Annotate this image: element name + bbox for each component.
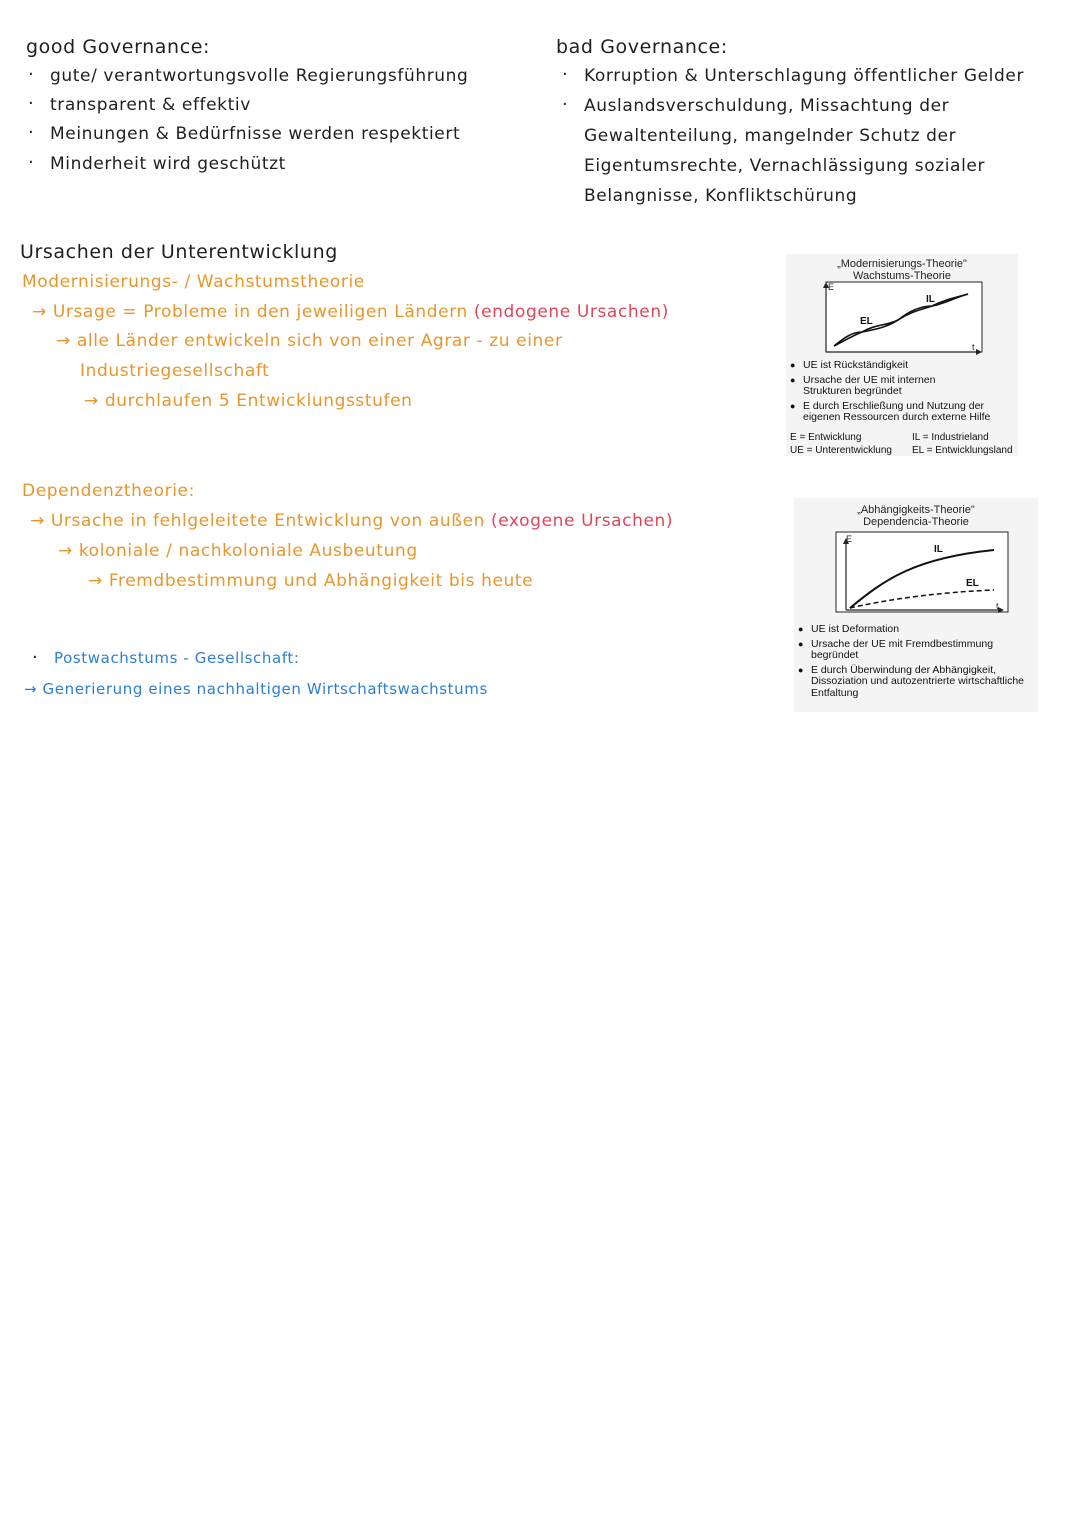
el-label: EL bbox=[860, 316, 873, 327]
modernization-line-3: → durchlaufen 5 Entwicklungsstufen bbox=[84, 391, 413, 411]
legend-il: IL = Industrieland bbox=[912, 432, 989, 443]
figure-bullet: ● E durch Erschließung und Nutzung der eigenen Ressourcen durch externe Hilfe bbox=[790, 401, 1016, 424]
dependency-graph bbox=[794, 530, 1038, 622]
bad-governance-item: · Auslandsverschuldung, Missachtung der bbox=[584, 98, 949, 115]
modernization-line-2: → alle Länder entwickeln sich von einer Agrar - zu einer bbox=[56, 331, 563, 351]
postgrowth-title: · Postwachstums - Gesellschaft: bbox=[54, 651, 300, 666]
figure-bullet: ● Ursache der UE mit internen Strukturen begründet bbox=[790, 375, 1016, 398]
modernization-graph bbox=[786, 280, 1018, 358]
good-governance-heading: good Governance: bbox=[26, 36, 211, 58]
figure-title: „Abhängigkeits-Theorie" Dependencia-Theorie bbox=[857, 504, 975, 528]
y-axis-label: E bbox=[846, 534, 853, 544]
dependency-cause: → Ursache in fehlgeleitete Entwicklung von außen bbox=[30, 511, 486, 531]
modernization-cause-note: (endogene Ursachen) bbox=[473, 302, 669, 322]
causes-heading: Ursachen der Unterentwicklung bbox=[20, 241, 338, 263]
bad-governance-heading: bad Governance: bbox=[556, 36, 728, 58]
y-axis-label: E bbox=[828, 282, 835, 292]
bad-governance-continuation: Eigentumsrechte, Vernachlässigung sozialer bbox=[584, 156, 986, 176]
modernization-bullets bbox=[790, 360, 1016, 427]
figure-bullet: ● UE ist Deformation bbox=[798, 624, 1036, 636]
modernization-line-1 bbox=[32, 304, 669, 321]
il-label: IL bbox=[926, 294, 935, 305]
legend-ue: UE = Unterentwicklung bbox=[790, 445, 892, 456]
x-axis-label: t bbox=[972, 342, 975, 352]
modernization-theory-figure bbox=[786, 254, 1018, 456]
dependency-line-2: → koloniale / nachkoloniale Ausbeutung bbox=[58, 541, 418, 561]
good-governance-item: · transparent & effektiv bbox=[50, 97, 251, 114]
modernization-cause: → Ursage = Probleme in den jeweiligen Ländern bbox=[32, 302, 468, 322]
el-label: EL bbox=[966, 578, 979, 589]
legend-e: E = Entwicklung bbox=[790, 432, 862, 443]
legend-el: EL = Entwicklungsland bbox=[912, 445, 1013, 456]
dependency-bullets bbox=[798, 624, 1036, 702]
good-governance-item: · gute/ verantwortungsvolle Regierungsführung bbox=[50, 68, 468, 85]
il-label: IL bbox=[934, 544, 943, 555]
modernization-line-2-cont: Industriegesellschaft bbox=[80, 361, 270, 381]
dependency-cause-note: (exogene Ursachen) bbox=[491, 511, 674, 531]
figure-bullet: ● Ursache der UE mit Fremdbestimmung begründet bbox=[798, 639, 1036, 662]
bad-governance-continuation: Belangnisse, Konfliktschürung bbox=[584, 186, 858, 206]
dependency-theory-figure bbox=[794, 498, 1038, 712]
dependency-line-1 bbox=[30, 513, 673, 530]
figure-bullet: ● UE ist Rückständigkeit bbox=[790, 360, 1016, 372]
figure-title: „Modernisierungs-Theorie" Wachstums-Theorie bbox=[837, 258, 967, 282]
dependency-title: Dependenztheorie: bbox=[22, 481, 195, 501]
dependency-line-3: → Fremdbestimmung und Abhängigkeit bis heute bbox=[88, 571, 534, 591]
figure-bullet: ● E durch Überwindung der Abhängigkeit, Dissoziation und autozentrierte wirtschaftliche Entfaltung bbox=[798, 665, 1036, 700]
good-governance-item: · Minderheit wird geschützt bbox=[50, 156, 286, 173]
bad-governance-item: · Korruption & Unterschlagung öffentlicher Gelder bbox=[584, 68, 1024, 85]
x-axis-label: t bbox=[996, 601, 999, 611]
bad-governance-continuation: Gewaltenteilung, mangelnder Schutz der bbox=[584, 126, 957, 146]
good-governance-item: · Meinungen & Bedürfnisse werden respektiert bbox=[50, 126, 460, 143]
modernization-title: Modernisierungs- / Wachstumstheorie bbox=[22, 272, 365, 292]
graph-frame bbox=[836, 532, 1008, 612]
postgrowth-line-1: → Generierung eines nachhaltigen Wirtschaftswachstums bbox=[24, 680, 488, 698]
